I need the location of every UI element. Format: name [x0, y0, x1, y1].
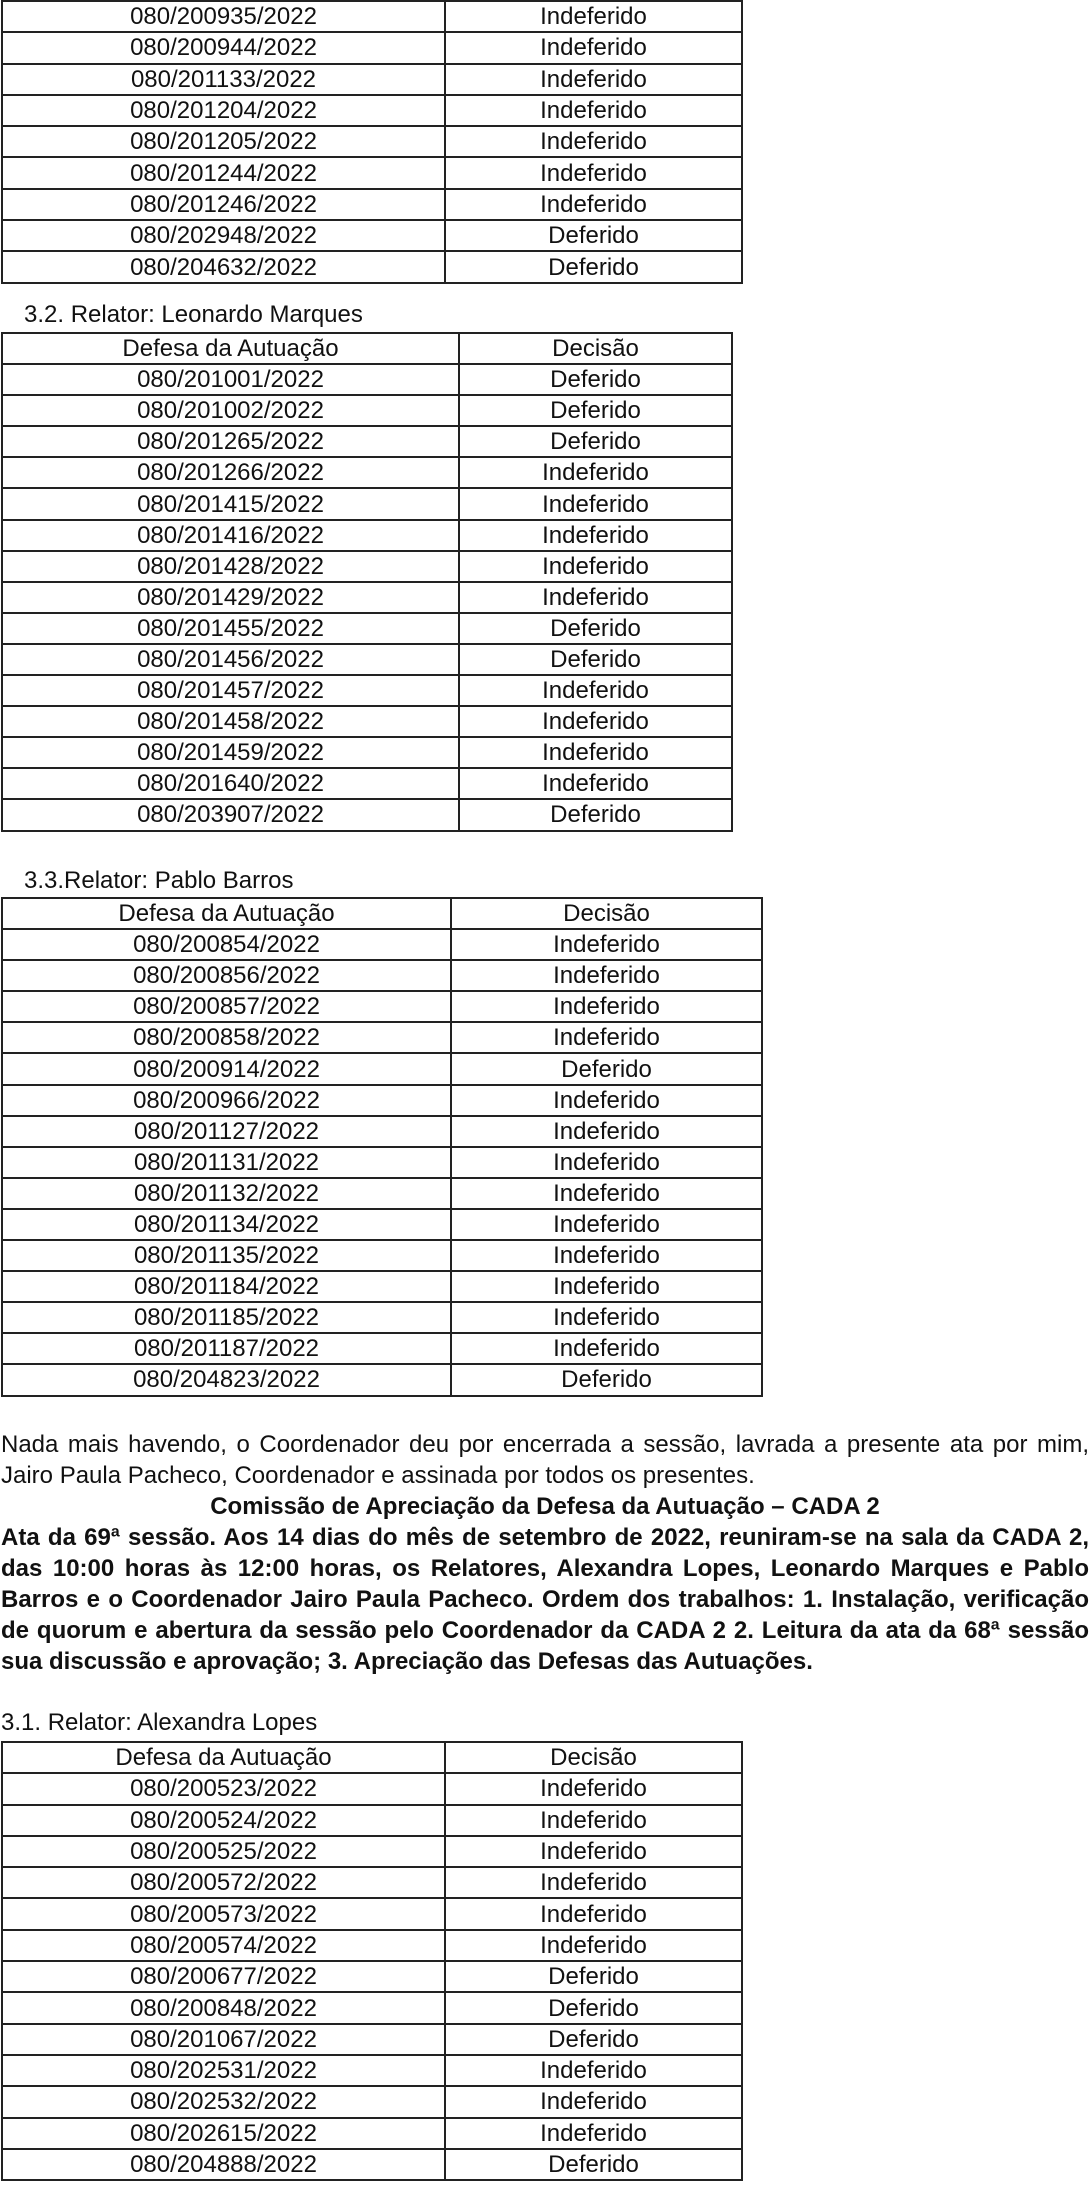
table-row: [2, 1178, 762, 1209]
table-row: [2, 929, 762, 960]
table-row: [2, 1271, 762, 1302]
decision-cell: Indeferido: [445, 95, 742, 126]
table-row: [2, 251, 742, 282]
relator-2-heading: 3.2. Relator: Leonardo Marques: [24, 301, 363, 328]
process-number-cell: 080/201131/2022: [2, 1147, 451, 1178]
commission-title: Comissão de Apreciação da Defesa da Autuação – CADA 2: [210, 1493, 880, 1520]
process-number-cell: 080/201204/2022: [2, 95, 445, 126]
table-row: [2, 991, 762, 1022]
decision-cell: Indeferido: [445, 2118, 742, 2149]
decision-cell: Indeferido: [451, 1147, 762, 1178]
process-number-cell: 080/202532/2022: [2, 2086, 445, 2117]
process-number-cell: 080/200677/2022: [2, 1961, 445, 1992]
process-number-cell: 080/201127/2022: [2, 1116, 451, 1147]
process-number-cell: 080/201001/2022: [2, 364, 459, 395]
process-number-cell: 080/200523/2022: [2, 1773, 445, 1804]
table-header-row: [2, 333, 732, 364]
decision-cell: Indeferido: [451, 1302, 762, 1333]
column-header-defesa: Defesa da Autuação: [2, 898, 451, 929]
column-header-decisao: Decisão: [451, 898, 762, 929]
decision-cell: Indeferido: [445, 1836, 742, 1867]
process-number-cell: 080/200854/2022: [2, 929, 451, 960]
decision-cell: Indeferido: [451, 1116, 762, 1147]
table-row: [2, 189, 742, 220]
session-paragraph: Ata da 69ª sessão. Aos 14 dias do mês de setembro de 2022, reuniram-se na sala da CADA 2, das 10:00 horas às 12:00 horas, os Relatores, Alexandra Lopes, Leonardo Marques e Pablo Barros e o Coordenador Jairo Paula Pacheco. Ordem dos trabalhos: 1. Instalação, verificação de quorum e abertura da sessão pelo Coordenador da CADA 2 2. Leitura da ata da 68ª sessão sua discussão e aprovação; 3. Apreciação das Defesas das Autuações.: [1, 1524, 1089, 1675]
process-number-cell: 080/200935/2022: [2, 1, 445, 32]
table-row: [2, 488, 732, 519]
relator-1-heading: 3.1. Relator: Alexandra Lopes: [1, 1709, 318, 1736]
table-row: [2, 960, 762, 991]
table-row: [2, 613, 732, 644]
table-row: [2, 551, 732, 582]
table-row: [2, 157, 742, 188]
decision-cell: Deferido: [451, 1364, 762, 1395]
decision-cell: Indeferido: [451, 991, 762, 1022]
decision-cell: Indeferido: [445, 2055, 742, 2086]
decision-cell: Deferido: [445, 1961, 742, 1992]
table-row: [2, 426, 732, 457]
table-row: [2, 457, 732, 488]
table-row: [2, 1836, 742, 1867]
table-row: [2, 1805, 742, 1836]
table-row: [2, 799, 732, 830]
decision-cell: Indeferido: [451, 929, 762, 960]
decision-cell: Indeferido: [451, 1178, 762, 1209]
decision-cell: Deferido: [459, 395, 732, 426]
table-row: [2, 1961, 742, 1992]
process-number-cell: 080/201459/2022: [2, 737, 459, 768]
process-number-cell: 080/201456/2022: [2, 644, 459, 675]
decision-cell: Deferido: [459, 644, 732, 675]
table-row: [2, 32, 742, 63]
decision-cell: Indeferido: [445, 2086, 742, 2117]
decision-cell: Indeferido: [445, 1773, 742, 1804]
process-number-cell: 080/201134/2022: [2, 1209, 451, 1240]
table-row: [2, 1898, 742, 1929]
process-number-cell: 080/201132/2022: [2, 1178, 451, 1209]
process-number-cell: 080/204888/2022: [2, 2149, 445, 2180]
process-number-cell: 080/201244/2022: [2, 157, 445, 188]
process-number-cell: 080/200574/2022: [2, 1930, 445, 1961]
process-number-cell: 080/200857/2022: [2, 991, 451, 1022]
decision-cell: Indeferido: [445, 1930, 742, 1961]
decision-cell: Indeferido: [451, 1022, 762, 1053]
table-row: [2, 1147, 762, 1178]
process-number-cell: 080/201185/2022: [2, 1302, 451, 1333]
decision-cell: Deferido: [445, 2024, 742, 2055]
decision-cell: Indeferido: [459, 737, 732, 768]
column-header-defesa: Defesa da Autuação: [2, 333, 459, 364]
decision-cell: Deferido: [459, 799, 732, 830]
table-row: [2, 1333, 762, 1364]
process-number-cell: 080/201416/2022: [2, 520, 459, 551]
decision-cell: Deferido: [459, 364, 732, 395]
process-number-cell: 080/201135/2022: [2, 1240, 451, 1271]
table-row: [2, 582, 732, 613]
process-number-cell: 080/200524/2022: [2, 1805, 445, 1836]
table-row: [2, 1116, 762, 1147]
process-number-cell: 080/200848/2022: [2, 1992, 445, 2023]
process-number-cell: 080/201415/2022: [2, 488, 459, 519]
table-row: [2, 395, 732, 426]
table-row: [2, 2086, 742, 2117]
process-number-cell: 080/201184/2022: [2, 1271, 451, 1302]
process-number-cell: 080/201246/2022: [2, 189, 445, 220]
table-row: [2, 644, 732, 675]
process-number-cell: 080/202531/2022: [2, 2055, 445, 2086]
process-number-cell: 080/200944/2022: [2, 32, 445, 63]
table-row: [2, 706, 732, 737]
table-row: [2, 1867, 742, 1898]
decision-cell: Indeferido: [451, 960, 762, 991]
table-row: [2, 1053, 762, 1084]
decision-cell: Indeferido: [445, 1, 742, 32]
process-number-cell: 080/201133/2022: [2, 64, 445, 95]
process-number-cell: 080/201640/2022: [2, 768, 459, 799]
process-number-cell: 080/204823/2022: [2, 1364, 451, 1395]
table-row: [2, 1085, 762, 1116]
table-row: [2, 64, 742, 95]
decision-cell: Indeferido: [451, 1240, 762, 1271]
closing-paragraph: Nada mais havendo, o Coordenador deu por encerrada a sessão, lavrada a presente ata por mim, Jairo Paula Pacheco, Coordenador e assinada por todos os presentes.: [1, 1431, 1089, 1489]
process-number-cell: 080/201266/2022: [2, 457, 459, 488]
table-row: [2, 1209, 762, 1240]
decision-cell: Indeferido: [445, 157, 742, 188]
relator-2-table: [1, 332, 733, 832]
table-row: [2, 768, 732, 799]
table-row: [2, 126, 742, 157]
decision-cell: Indeferido: [459, 457, 732, 488]
process-number-cell: 080/204632/2022: [2, 251, 445, 282]
decision-cell: Deferido: [459, 426, 732, 457]
process-number-cell: 080/201002/2022: [2, 395, 459, 426]
process-number-cell: 080/200914/2022: [2, 1053, 451, 1084]
relator-1-table: [1, 1741, 743, 2181]
process-number-cell: 080/201067/2022: [2, 2024, 445, 2055]
top-decision-table: [1, 0, 743, 284]
process-number-cell: 080/200572/2022: [2, 1867, 445, 1898]
table-row: [2, 1773, 742, 1804]
table-row: [2, 1302, 762, 1333]
column-header-decisao: Decisão: [459, 333, 732, 364]
decision-cell: Indeferido: [445, 126, 742, 157]
table-row: [2, 1364, 762, 1395]
column-header-defesa: Defesa da Autuação: [2, 1742, 445, 1773]
table-row: [2, 520, 732, 551]
process-number-cell: 080/202948/2022: [2, 220, 445, 251]
process-number-cell: 080/201205/2022: [2, 126, 445, 157]
decision-cell: Indeferido: [451, 1085, 762, 1116]
process-number-cell: 080/202615/2022: [2, 2118, 445, 2149]
process-number-cell: 080/201458/2022: [2, 706, 459, 737]
decision-cell: Deferido: [445, 2149, 742, 2180]
table-row: [2, 1930, 742, 1961]
table-row: [2, 364, 732, 395]
table-row: [2, 2055, 742, 2086]
decision-cell: Deferido: [445, 220, 742, 251]
table-row: [2, 675, 732, 706]
decision-cell: Indeferido: [445, 32, 742, 63]
decision-cell: Indeferido: [459, 520, 732, 551]
column-header-decisao: Decisão: [445, 1742, 742, 1773]
decision-cell: Indeferido: [459, 768, 732, 799]
decision-cell: Indeferido: [459, 582, 732, 613]
table-row: [2, 220, 742, 251]
table-header-row: [2, 898, 762, 929]
decision-cell: Indeferido: [451, 1271, 762, 1302]
process-number-cell: 080/200856/2022: [2, 960, 451, 991]
process-number-cell: 080/201428/2022: [2, 551, 459, 582]
decision-cell: Indeferido: [459, 675, 732, 706]
decision-cell: Indeferido: [445, 1805, 742, 1836]
table-row: [2, 1992, 742, 2023]
decision-cell: Deferido: [459, 613, 732, 644]
table-row: [2, 2024, 742, 2055]
process-number-cell: 080/201187/2022: [2, 1333, 451, 1364]
decision-cell: Deferido: [445, 1992, 742, 2023]
decision-cell: Indeferido: [445, 64, 742, 95]
decision-cell: Indeferido: [445, 189, 742, 220]
decision-cell: Deferido: [445, 251, 742, 282]
process-number-cell: 080/201455/2022: [2, 613, 459, 644]
decision-cell: Deferido: [451, 1053, 762, 1084]
decision-cell: Indeferido: [451, 1333, 762, 1364]
decision-cell: Indeferido: [459, 706, 732, 737]
table-row: [2, 737, 732, 768]
decision-cell: Indeferido: [451, 1209, 762, 1240]
decision-cell: Indeferido: [459, 551, 732, 582]
process-number-cell: 080/200573/2022: [2, 1898, 445, 1929]
relator-3-table: [1, 897, 763, 1397]
process-number-cell: 080/201429/2022: [2, 582, 459, 613]
table-row: [2, 95, 742, 126]
table-row: [2, 1, 742, 32]
table-row: [2, 1022, 762, 1053]
process-number-cell: 080/200525/2022: [2, 1836, 445, 1867]
table-row: [2, 1240, 762, 1271]
decision-cell: Indeferido: [445, 1867, 742, 1898]
table-header-row: [2, 1742, 742, 1773]
process-number-cell: 080/201265/2022: [2, 426, 459, 457]
relator-3-heading: 3.3.Relator: Pablo Barros: [24, 867, 294, 894]
process-number-cell: 080/200966/2022: [2, 1085, 451, 1116]
decision-cell: Indeferido: [459, 488, 732, 519]
process-number-cell: 080/203907/2022: [2, 799, 459, 830]
decision-cell: Indeferido: [445, 1898, 742, 1929]
process-number-cell: 080/200858/2022: [2, 1022, 451, 1053]
table-row: [2, 2118, 742, 2149]
table-row: [2, 2149, 742, 2180]
process-number-cell: 080/201457/2022: [2, 675, 459, 706]
